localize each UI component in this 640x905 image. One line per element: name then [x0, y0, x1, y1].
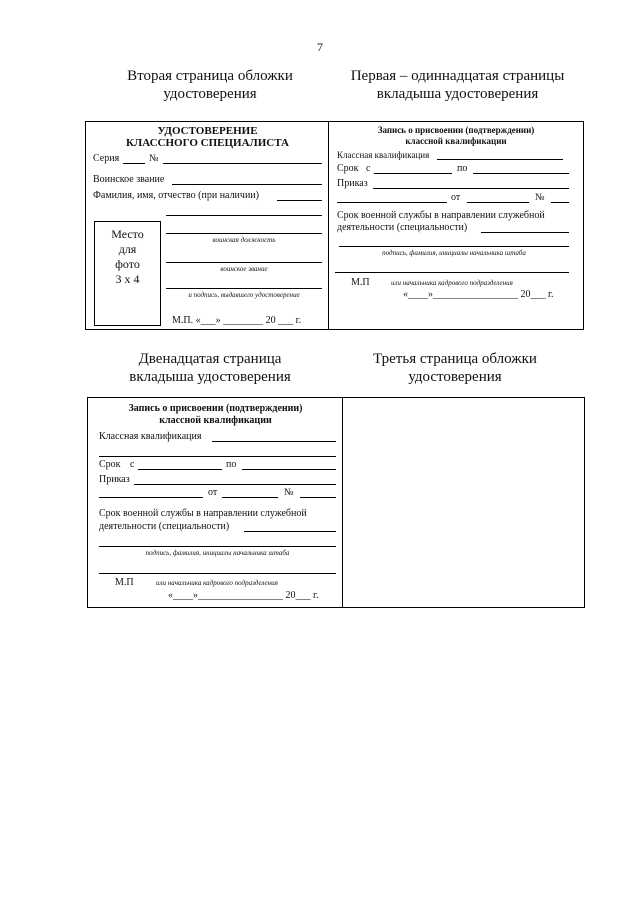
service-term-field	[481, 232, 569, 233]
service-term-label-line2: деятельности (специальности)	[337, 222, 468, 233]
insert-page-panel	[329, 122, 583, 329]
term-from-word: с	[366, 163, 371, 174]
qualification-field	[212, 441, 336, 442]
order-number-field	[551, 202, 569, 203]
term-from-field	[138, 469, 222, 470]
hr-chief-caption: или начальника кадрового подразделения	[156, 579, 278, 587]
term-to-word: по	[457, 163, 468, 174]
heading-insert-pages-1-11: Первая – одиннадцатая страницы вкладыша удостоверения	[350, 68, 565, 102]
rank-label: Воинское звание	[93, 174, 165, 185]
service-term-field	[244, 531, 336, 532]
order-date-field	[222, 497, 278, 498]
order-label: Приказ	[99, 474, 130, 485]
term-from-word: с	[130, 459, 135, 470]
order-label: Приказ	[337, 178, 368, 189]
certificate-subtitle: КЛАССНОГО СПЕЦИАЛИСТА	[126, 137, 289, 149]
term-to-field	[242, 469, 336, 470]
heading-cover-third-page: Третья страница обложки удостоверения	[373, 351, 537, 385]
term-to-word: по	[226, 459, 237, 470]
stamp-label: М.П	[115, 577, 134, 588]
order-number-sign: №	[535, 192, 545, 203]
hr-chief-caption: или начальника кадрового подразделения	[391, 279, 513, 287]
date-line: «____»_________________ 20___ г.	[168, 590, 319, 601]
signature-caption: и подпись, выдавшего удостоверение	[188, 291, 300, 299]
number-sign: №	[149, 153, 159, 164]
order-dated-word: от	[208, 487, 218, 498]
order-field-line2	[99, 497, 203, 498]
photo-placeholder	[94, 221, 161, 326]
signature-field	[166, 288, 322, 289]
full-name-label: Фамилия, имя, отчество (при наличии)	[93, 190, 259, 201]
photo-place-line4: 3 х 4	[115, 272, 140, 286]
heading-insert-twelfth-page: Двенадцатая страница вкладыша удостоверения	[129, 351, 291, 385]
record-subtitle: классной квалификации	[159, 415, 272, 426]
number-field	[163, 163, 322, 164]
full-name-field-line2	[166, 215, 322, 216]
photo-place-line1: Место	[111, 227, 144, 241]
chief-signature-field	[99, 546, 336, 547]
order-field-line2	[337, 202, 447, 203]
position-caption: воинская должность	[212, 236, 276, 244]
order-date-field	[467, 202, 529, 203]
stamp-date-line: М.П. «___» ________ 20 ___ г.	[172, 315, 302, 326]
term-label: Срок	[337, 163, 359, 174]
chief-signature-caption: подпись, фамилия, инициалы начальника штаба	[145, 549, 290, 557]
chief-signature-caption: подпись, фамилия, инициалы начальника штаба	[382, 249, 526, 257]
term-label: Срок	[99, 459, 121, 470]
term-to-field	[473, 173, 569, 174]
cover-third-page-panel	[343, 398, 584, 607]
series-label: Серия	[93, 153, 120, 164]
service-term-label: Срок военной службы в направлении служебной	[337, 210, 545, 221]
stamp-label: М.П	[351, 277, 370, 288]
photo-place-line2: для	[118, 242, 137, 256]
term-from-field	[374, 173, 452, 174]
top-certificate-spread	[85, 121, 584, 330]
insert-twelfth-page-panel	[88, 398, 343, 607]
page-number: 7	[317, 40, 323, 54]
hr-signature-field	[335, 272, 569, 273]
qualification-field-line2	[99, 456, 336, 457]
rank-field	[172, 184, 322, 185]
series-field	[123, 163, 145, 164]
qualification-field	[437, 159, 563, 160]
qualification-label: Классная квалификация	[337, 150, 430, 160]
order-number-field	[300, 497, 336, 498]
order-field	[134, 484, 336, 485]
rank-issuer-field	[166, 262, 322, 263]
photo-place-line3: фото	[115, 257, 140, 271]
date-line: «____»_________________ 20___ г.	[403, 289, 554, 300]
order-field	[373, 188, 569, 189]
cover-second-page-panel	[86, 122, 329, 329]
record-title: Запись о присвоении (подтверждении)	[377, 125, 535, 135]
position-field	[166, 233, 322, 234]
bottom-certificate-spread	[87, 397, 585, 608]
heading-cover-second-page: Вторая страница обложки удостоверения	[127, 68, 293, 102]
chief-signature-field	[339, 246, 569, 247]
rank-caption: воинское звание	[220, 265, 268, 273]
service-term-label: Срок военной службы в направлении служебной	[99, 508, 307, 519]
certificate-title: УДОСТОВЕРЕНИЕ	[157, 125, 258, 137]
hr-signature-field	[99, 573, 336, 574]
order-dated-word: от	[451, 192, 461, 203]
full-name-field	[277, 200, 322, 201]
service-term-label-line2: деятельности (специальности)	[99, 521, 230, 532]
order-number-sign: №	[284, 487, 294, 498]
record-subtitle: классной квалификации	[405, 136, 507, 146]
record-title: Запись о присвоении (подтверждении)	[128, 403, 303, 414]
qualification-label: Классная квалификация	[99, 431, 202, 442]
